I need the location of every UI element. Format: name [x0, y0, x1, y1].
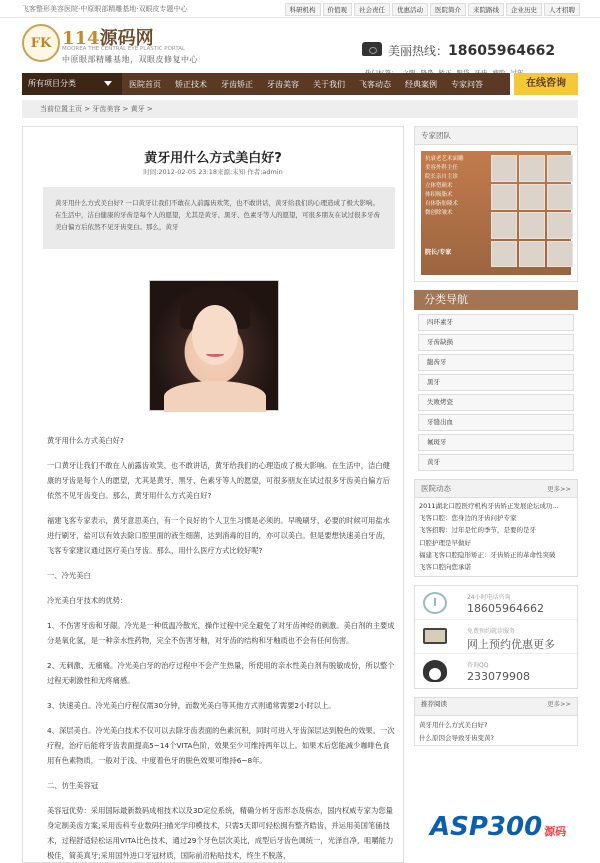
- watermark-text: ASP300: [430, 812, 543, 842]
- category-list: [414, 314, 578, 471]
- brand-number: 114: [62, 28, 100, 49]
- expert-thumbnail[interactable]: [491, 241, 517, 268]
- hotline-number: 18605964662: [448, 43, 556, 59]
- category-item[interactable]: 黑牙: [418, 374, 574, 391]
- article-title: 黄牙用什么方式美白好?: [144, 151, 282, 166]
- recommended-item[interactable]: 什么原因会导致牙齿变黄?: [419, 734, 494, 743]
- brand-english: MOOREA THE CENTRAL EYE PLASTIC PORTAL: [62, 46, 186, 52]
- news-more-link[interactable]: 更多>>: [547, 485, 571, 493]
- sidebar: [414, 126, 578, 754]
- category-nav-panel: [414, 290, 578, 471]
- laptop-icon: [423, 628, 447, 644]
- news-item[interactable]: 飞客招聘：过年是忙的季节，是要的是牙: [419, 526, 536, 535]
- expert-service: 微创除皱术: [425, 210, 453, 216]
- qq-label: 咨询QQ: [467, 662, 489, 670]
- breadcrumb[interactable]: 当前位置主页 > 牙齿美容 > 黄牙 >: [22, 100, 578, 118]
- brand-name: 源码网: [99, 28, 154, 49]
- qq-number: 233079908: [467, 670, 530, 684]
- logo-icon[interactable]: FK: [22, 24, 60, 62]
- article-paragraph: 冷光美白牙技术的优势：: [47, 596, 128, 605]
- article-meta: 时间:2012-02-05 23:18来源:未知 作者:admin: [143, 168, 283, 176]
- nav-item[interactable]: 飞客动态: [359, 79, 391, 89]
- article-panel: [22, 126, 404, 863]
- nav-item[interactable]: 牙齿矫正: [221, 79, 253, 89]
- category-item[interactable]: 牙缝出血: [418, 414, 574, 431]
- topbar: [0, 0, 600, 18]
- article-paragraph: 4、深层美白。冷光美白技术不仅可以去除牙齿表面的色素沉积，同时可进入牙齿深层达到脱色的效果。一次疗程，治疗后能将牙齿表面提高5~14个VITA色阶，效果至少可维持两年以上。如果术后您能减少咖啡色食用有色素物质，一般对于浅、中度着色牙的脱色效果可维持6~8年。: [47, 726, 395, 765]
- contact-panel: [414, 585, 578, 689]
- online-booking[interactable]: [415, 620, 577, 654]
- phone-consult-number: 18605964662: [467, 602, 544, 616]
- article-paragraph: 二、仿生美容冠: [47, 781, 99, 790]
- article-paragraph: 福建飞客专家表示，黄牙意思美白，有一个良好的个人卫生习惯是必须的。早晚刷牙，必要的时候可用盐水进行刷牙，盐可以有效去除口腔里面的液生细菌，达到消毒的目的，亦可以美白。但是要想快速美白牙齿，飞客专家建议通过医疗美白牙齿。那么，用什么医疗方式比较好呢?: [47, 516, 390, 555]
- expert-thumbnail[interactable]: [547, 155, 573, 182]
- expert-team-banner[interactable]: [421, 151, 571, 275]
- recommended-item[interactable]: 黄牙用什么方式美白好?: [419, 721, 488, 730]
- category-item[interactable]: 失败烤瓷: [418, 394, 574, 411]
- expert-service: 院长亲自主诊: [425, 174, 459, 180]
- top-link[interactable]: 来院路线: [468, 3, 504, 16]
- expert-thumbnail[interactable]: [491, 212, 517, 239]
- nav-item[interactable]: 关于我们: [313, 79, 345, 89]
- news-item[interactable]: 飞客口腔向您承诺: [419, 563, 471, 572]
- category-item[interactable]: 氟斑牙: [418, 434, 574, 451]
- article-paragraph: 一、冷光美白: [47, 571, 91, 580]
- expert-thumbnail[interactable]: [491, 155, 517, 182]
- nav-item[interactable]: 专家问答: [451, 79, 483, 89]
- online-booking-text: 网上预约优惠更多: [467, 638, 555, 652]
- category-nav-title: 分类导航: [414, 290, 578, 310]
- photo-smile: [206, 351, 224, 357]
- category-dropdown[interactable]: 所有项目分类: [22, 73, 122, 95]
- expert-service: 体积吸脂术: [425, 192, 453, 198]
- hotline-label: 美丽热线：: [388, 44, 449, 58]
- expert-service: 自体脂肪隆术: [425, 201, 459, 207]
- article-paragraph: 3、快速美白。冷光美白疗程仅需30分钟，而数光美白等其他方式则通常需要2小时以上。: [47, 701, 336, 710]
- recommended-reading-title: [415, 698, 577, 716]
- hospital-news-panel: [414, 479, 578, 577]
- expert-service: 美容外科主任: [425, 165, 459, 171]
- site-description: 飞客整形美容医院·中原眼部精雕基地·双眼皮专题中心: [22, 5, 188, 13]
- top-link[interactable]: 人才招聘: [544, 3, 580, 16]
- top-link[interactable]: 优惠活动: [392, 3, 428, 16]
- online-booking-label: 免费预约就诊服务: [467, 628, 516, 636]
- phone-consult[interactable]: [415, 586, 577, 620]
- brand-subtitle: 中原眼部精雕基地，双眼皮修复中心: [62, 55, 198, 64]
- watermark-logo: [430, 812, 566, 842]
- nav-item-home[interactable]: 医院首页: [129, 79, 161, 89]
- expert-service: 抗衰老艺术面雕: [425, 156, 464, 162]
- expert-thumbnails: [491, 155, 573, 267]
- article-paragraph: 一口黄牙让我们不敢在人前露齿欢笑，也不敢讲话，黄牙给我们的心理造成了极大影响。在生活中，洁白健康的牙齿是每个人的愿望，尤其是黄牙、黑牙、色素牙等人的愿望，可很多朋友在试过很多牙齿美白偏方后依然不见牙齿变白。那么，黄牙用什么方式美白好?: [47, 461, 390, 500]
- recommend-more-link[interactable]: 更多>>: [547, 700, 571, 709]
- recommended-reading-panel: [414, 697, 578, 746]
- article-body: [47, 433, 395, 863]
- telephone-icon: [362, 42, 382, 56]
- category-item[interactable]: 四环素牙: [418, 314, 574, 331]
- article-paragraph: 1、不伤害牙齿和牙龈。冷光是一种低温冷散光，操作过程中完全避免了对牙齿神经的刺激。美白剂的主要成分是氧化氢，是一种亲水性药物，完全不伤害牙釉，对牙齿的结构和牙釉质也不会有任何伤害。: [47, 621, 395, 645]
- recommended-heading: 推荐阅读: [421, 700, 447, 709]
- article-paragraph: 黄牙用什么方式美白好?: [47, 436, 124, 445]
- expert-thumbnail[interactable]: [547, 212, 573, 239]
- expert-thumbnail[interactable]: [519, 241, 545, 268]
- top-link[interactable]: 社会责任: [354, 3, 390, 16]
- top-links: [283, 3, 581, 16]
- news-item[interactable]: 2011湖北口腔医疗机构牙齿矫正发展论坛成功...: [419, 502, 559, 510]
- nav-item[interactable]: 牙齿美容: [267, 79, 299, 89]
- top-link[interactable]: 价值观: [323, 3, 353, 16]
- expert-thumbnail[interactable]: [547, 184, 573, 211]
- news-list: [415, 498, 577, 576]
- article-paragraph: 美容冠优势：采用国际最新数码成相技术以及3D定位系统，精确分析牙齿形态及病态，国内权威专家为您量身定制美齿方案;采用齿科专业数码扫描光学印模技术，只需5天即可轻松拥有整齐皓齿，并运用美国笔俑技术，过程舒适轻松运用VITA比色技术，通过29个牙色层次美比，成型后牙齿色调统一，光泽自净，咀嚼能力极佳，简美真牙;采用国外进口牙冠材质，国际前沿粘贴技术，终生不脱落，: [47, 806, 394, 860]
- watermark-suffix: 源码: [544, 825, 567, 838]
- hotline: [388, 42, 555, 59]
- phone-consult-label: 24小时电话咨询: [467, 594, 511, 602]
- top-link[interactable]: 科研机构: [285, 3, 321, 16]
- expert-service: 立体塑颜术: [425, 183, 453, 189]
- hospital-news-heading: 医院动态: [421, 484, 451, 493]
- nav-item[interactable]: 经典案例: [405, 79, 437, 89]
- news-item[interactable]: 口腔护理是早做好: [419, 538, 471, 547]
- nav-item[interactable]: 矫正技术: [175, 79, 207, 89]
- main-nav: [22, 73, 578, 95]
- top-link[interactable]: 企业历史: [506, 3, 542, 16]
- expert-thumbnail[interactable]: [519, 184, 545, 211]
- category-item[interactable]: 龅齿牙: [418, 354, 574, 371]
- expert-thumbnail[interactable]: [491, 184, 517, 211]
- online-consult-button[interactable]: 在线咨询: [510, 73, 578, 95]
- header: [0, 18, 600, 70]
- expert-services: [425, 155, 485, 227]
- category-item[interactable]: 牙齿缺损: [418, 334, 574, 351]
- article-paragraph: 2、无刺激、无痛痛。冷光美白牙的治疗过程中不会产生热量，所使用的亲水性美白剂有脱敏成份，所以整个过程无刺激性和无疼痛感。: [47, 661, 395, 685]
- photo-shoulder: [164, 381, 266, 412]
- expert-name: 院长/专家: [425, 249, 452, 256]
- expert-thumbnail[interactable]: [519, 155, 545, 182]
- article-photo: [149, 280, 279, 411]
- qq-penguin-icon: [423, 660, 447, 682]
- article-summary: 黄牙用什么方式美白好? 一口黄牙让我们不敢在人前露齿欢笑，也不敢讲话，黄牙给我们的心理造成了极大影响。在生活中，洁白健康的牙齿是每个人的愿望，尤其是黄牙、黑牙、色素牙等人的愿望，可很多朋友在试过很多牙齿美白偏方后依然不见牙齿变白。那么，黄牙: [43, 187, 395, 249]
- clock-icon: [423, 592, 447, 614]
- news-item[interactable]: 飞客口腔：您身边的牙齿问护专家: [419, 514, 517, 523]
- expert-thumbnail[interactable]: [519, 212, 545, 239]
- category-item[interactable]: 黄牙: [418, 454, 574, 471]
- qq-consult[interactable]: [415, 654, 577, 688]
- expert-team-panel: [414, 126, 578, 282]
- top-link[interactable]: 医院简介: [430, 3, 466, 16]
- expert-team-title: 专家团队: [415, 127, 577, 145]
- news-item[interactable]: 福建飞客口腔隐形矫正：牙齿矫正的革命性突破: [419, 550, 556, 559]
- expert-thumbnail[interactable]: [547, 241, 573, 268]
- hospital-news-title: [415, 480, 577, 498]
